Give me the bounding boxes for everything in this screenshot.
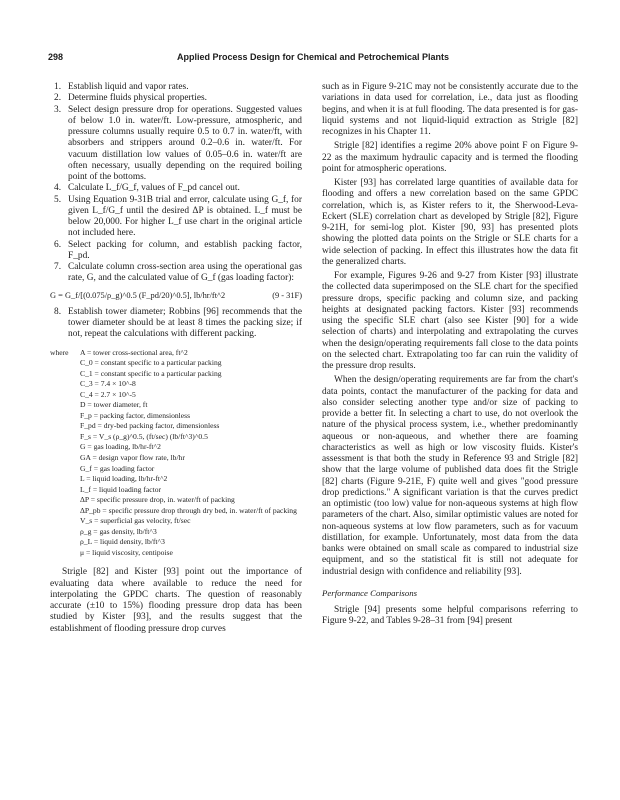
running-header [48, 52, 578, 66]
section-subheading: Performance Comparisons [322, 587, 418, 598]
step-text: Determine fluids physical properties. [68, 93, 208, 104]
right-column [322, 82, 578, 628]
definition: ΔP_pb = specific pressure drop through dry bed, in. water/ft of packing [80, 505, 297, 515]
step-text: Using Equation 9-31B trial and error, calculate using G_f, for given L_f/G_f until the desired ΔP is obtained. L_f must be below 20,000. For higher L_f use chart in the original article not included here. [68, 194, 302, 239]
step-text: Calculate column cross-section area using the operational gas rate, G, and the calculated value of G_f (gas loading factor): [68, 262, 302, 284]
body-paragraph: When the design/operating requirements are far from the chart's data points, contact the manufacturer of the packing for data and also consider selecting another type and/or size of packing to provide a better fit. In selecting a chart to use, do not overlook the nature of the physical process system, i.e., whether predominantly aqueous or non-aqueous, and whether there are foaming characteristics as well as high or low viscosity fluids. Kister's assessment is that both the study in Reference 93 and Strigle [82] show that the large volume of published data does fit the Strigle [82] charts (Figure 9-21E, F) quite well and gives "good pressure drop predictions." A significant variation is that the curves predict an optimistic (too low) value for non-aqueous systems at high flow parameters of the chart. Also, similar optimistic values are noted for non-aqueous systems at low flow parameters, such as for vacuum distillation, for example. Unfortunately, most data from the data banks were obtained on small scale as compared to industrial size equipment, and so the statistical fit is still not adequate for industrial design with confidence and reliability [93]. [322, 375, 578, 577]
definition: GA = design vapor flow rate, lb/hr [80, 452, 185, 462]
left-column [50, 82, 302, 635]
nomenclature [50, 348, 302, 559]
where-label: where [50, 347, 69, 357]
body-paragraph: Strigle [82] identifies a regime 20% above point F on Figure 9-22 as the maximum hydraulic capacity and is termed the flooding point for atmospheric operations. [322, 141, 578, 174]
definition: L_f = liquid loading factor [80, 484, 162, 494]
definition: C_0 = constant specific to a particular packing [80, 358, 222, 368]
definition: F_s = V_s (ρ_g)^0.5, (ft/sec) (lb/ft^3)^0.5 [80, 431, 208, 441]
equation-9-31F [50, 290, 302, 301]
definition: G = gas loading, lb/hr-ft^2 [80, 442, 161, 452]
definition: ρ_g = gas density, lb/ft^3 [80, 526, 157, 536]
definition: ΔP = specific pressure drop, in. water/ft of packing [80, 495, 235, 505]
procedure-steps [50, 82, 302, 285]
body-paragraph: such as in Figure 9-21C may not be consistently accurate due to the variations in data used for correlation, i.e., data just as flooding begins, and when it is at full flooding. The data presented is for gas-liquid systems and not liquid-liquid extraction as Strigle [82] recognizes in his Chapter 11. [322, 82, 578, 137]
definition: C_3 = 7.4 × 10^-8 [80, 379, 136, 389]
list-item: 3. Select design pressure drop for operations. Suggested values of below 1.0 in. water/ft. Low-pressure, atmospheric, and pressure columns usually require 0.5 to 0.7 in. water/ft, with absorbers and strippers around 0.2–0.6 in. water/ft. For vacuum distillation low values of 0.05–0.6 in. water/ft are often necessary, usually depending on the required boiling point of the bottoms. [54, 104, 302, 182]
step-text: Calculate L_f/G_f, values of F_pd cancel out. [68, 183, 240, 194]
step-text: Select design pressure drop for operations. Suggested values of below 1.0 in. water/ft. Low-pressure, atmospheric, and pressure columns usually require 0.5 to 0.7 in. water/ft, with absorbers and strippers around 0.2–0.6 in. water/ft. For vacuum distillation low values of 0.05–0.6 in. water/ft are often necessary, usually depending on the required boiling point of the bottoms. [68, 104, 302, 182]
list-item: 6. Select packing for column, and establish packing factor, F_pd. [54, 239, 302, 261]
body-paragraph: Strigle [94] presents some helpful comparisons referring to Figure 9-22, and Tables 9-28–31 from [94] present [322, 605, 578, 627]
running-title: Applied Process Design for Chemical and Petrochemical Plants [176, 52, 450, 62]
step-text: Establish tower diameter; Robbins [96] recommends that the tower diameter should be at least 8 times the packing size; if not, repeat the calculations with different packing. [68, 306, 302, 340]
definition: F_p = packing factor, dimensionless [80, 410, 191, 420]
definition: G_f = gas loading factor [80, 463, 155, 473]
procedure-steps-continued [50, 307, 302, 341]
list-item: 4. Calculate L_f/G_f, values of F_pd cancel out. [54, 183, 240, 194]
definition: ρ_L = liquid density, lb/ft^3 [80, 537, 165, 547]
step-text: Select packing for column, and establish packing factor, F_pd. [68, 239, 302, 261]
equation-text: G = G_f/[(0.075/ρ_g)^0.5 (F_pd/20)^0.5], lb/hr/ft^2 [50, 290, 226, 300]
definition: C_4 = 2.7 × 10^-5 [80, 389, 136, 399]
list-item: 5. Using Equation 9-31B trial and error, calculate using G_f, for given L_f/G_f until the desired ΔP is obtained. L_f must be below 20,000. For higher L_f use chart in the original article not included here. [54, 194, 302, 239]
body-paragraph: For example, Figures 9-26 and 9-27 from Kister [93] illustrate the collected data superimposed on the SLE chart for the specified pressure drops, specific packing and column size, and packing heights at designated packing factors. Kister [93] recommends using the specific SLE chart (also see Kister [90] for a wide selection of charts) and interpolating and extrapolating the curves when the design/operating requirements fall close to the data points on the selected chart. Extrapolating too far can ruin the validity of the pressure drop results. [322, 271, 578, 371]
list-item: 7. Calculate column cross-section area using the operational gas rate, G, and the calculated value of G_f (gas loading factor): [54, 262, 302, 284]
step-text: Establish liquid and vapor rates. [68, 82, 189, 92]
definition: C_1 = constant specific to a particular packing [80, 368, 222, 378]
body-paragraph: Kister [93] has correlated large quantities of available data for flooding and offers a new correlation based on the same GPDC correlation, which is, as Kister refers to it, the Sherwood-Leva-Eckert (SLE) correlation chart as developed by Strigle [82], Figure 9-21H, for semi-log plot. Kister [90, 93] has presented plots showing the plotted data points on the Strigle or SLE charts for a wide selection of packing. In effect this illustrates how the data fit the generalized charts. [322, 178, 578, 267]
list-item: 2. Determine fluids physical properties. [54, 93, 208, 104]
definition: F_pd = dry-bed packing factor, dimensionless [80, 421, 220, 431]
definition-list [80, 348, 302, 559]
definition: A = tower cross-sectional area, ft^2 [80, 347, 188, 357]
definition: μ = liquid viscosity, centipoise [80, 547, 173, 557]
equation-number: (9 - 31F) [272, 290, 302, 300]
list-item: 8. Establish tower diameter; Robbins [96] recommends that the tower diameter should be at least 8 times the packing size; if not, repeat the calculations with different packing. [54, 306, 302, 340]
page-number: 298 [48, 52, 64, 62]
body-paragraph: Strigle [82] and Kister [93] point out the importance of evaluating data where available to reduce the need for interpolating the GPDC charts. The question of reasonably accurate (±10 to 15%) flooding pressure drop data has been studied by Kister [93], and the results suggest that the establishment of flooding pressure drop curves [50, 567, 302, 634]
definition: L = liquid loading, lb/hr-ft^2 [80, 474, 168, 484]
definition: D = tower diameter, ft [80, 400, 148, 410]
definition: V_s = superficial gas velocity, ft/sec [80, 516, 191, 526]
list-item: 1. Establish liquid and vapor rates. [54, 82, 189, 92]
